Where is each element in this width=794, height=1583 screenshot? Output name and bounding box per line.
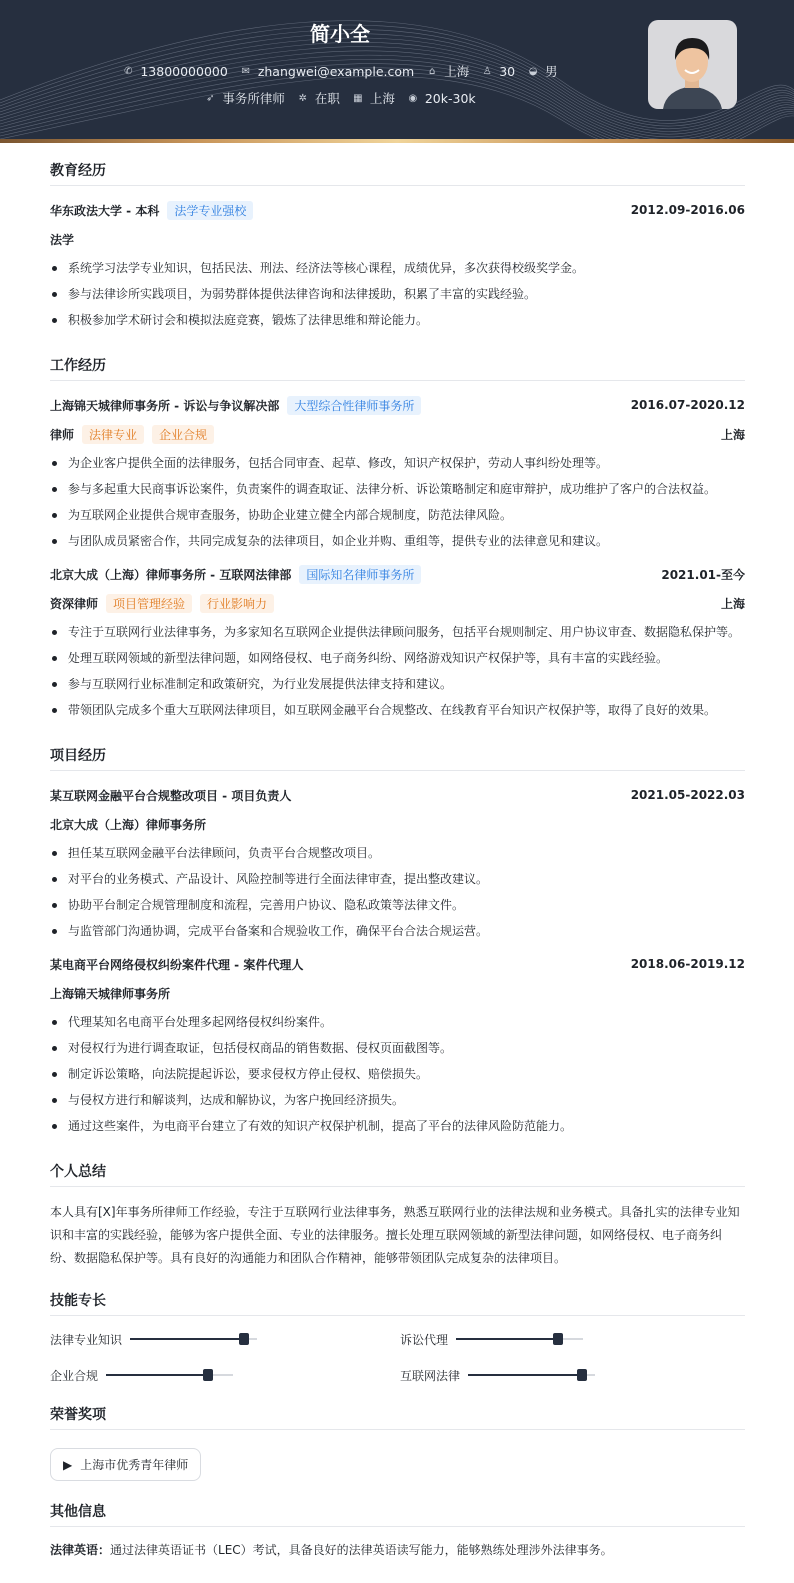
skill-level-knob [239, 1333, 249, 1345]
city: 上海 [369, 91, 395, 106]
building-icon: ▦ [353, 92, 363, 104]
list-item: 带领团队完成多个重大互联网法律项目，如互联网金融平台合规整改、在线教育平台知识产权保护等，取得了良好的效果。 [50, 697, 745, 723]
list-item: 积极参加学术研讨会和模拟法庭竞赛，锻炼了法律思维和辩论能力。 [50, 307, 745, 333]
cake-icon: ♙ [482, 65, 492, 77]
education-item [50, 200, 745, 333]
skill-name: 诉讼代理 [400, 1332, 449, 1347]
list-item: 对侵权行为进行调查取证，包括侵权商品的销售数据、侵权页面截图等。 [50, 1035, 745, 1061]
status: 在职 [314, 91, 340, 106]
skill-level-bar [456, 1338, 583, 1340]
skill-item [50, 1330, 400, 1348]
job-intent-row [0, 89, 680, 107]
salary: 20k-30k [424, 90, 476, 106]
section-title: 个人总结 [50, 1161, 745, 1187]
role-tag: 法律专业 [82, 425, 144, 444]
other-info [50, 1541, 745, 1558]
work-section [50, 355, 745, 723]
summary-text: 本人具有[X]年事务所律师工作经验，专注于互联网行业法律事务，熟悉互联网行业的法律法规和业务模式。具备扎实的法律专业知识和丰富的实践经验，能够为客户提供全面、专业的法律服务。擅长处理互联网领域的新型法律问题，如网络侵权、电子商务纠纷、数据隐私保护等。具有良好的沟通能力和团队合作精神，能够带领团队完成复杂的法律项目。 [50, 1205, 740, 1265]
skill-item [400, 1330, 745, 1348]
skill-level-bar [106, 1374, 233, 1376]
section-title: 技能专长 [50, 1290, 745, 1316]
skill-level-fill [106, 1374, 208, 1376]
list-item: 对平台的业务模式、产品设计、风险控制等进行全面法律审查，提出整改建议。 [50, 866, 745, 892]
skill-level-knob [203, 1369, 213, 1381]
list-item: 与侵权方进行和解谈判，达成和解协议，为客户挽回经济损失。 [50, 1087, 745, 1113]
other-text: 通过法律英语证书（LEC）考试，具备良好的法律英语读写能力，能够熟练处理涉外法律事务。 [110, 1543, 613, 1557]
position: 事务所律师 [222, 91, 285, 106]
list-item: 处理互联网领域的新型法律问题，如网络侵权、电子商务纠纷、网络游戏知识产权保护等，具有丰富的实践经验。 [50, 645, 745, 671]
list-item: 协助平台制定合规管理制度和流程，完善用户协议、隐私政策等法律文件。 [50, 892, 745, 918]
project-title: 某电商平台网络侵权纠纷案件代理 - 案件代理人 [50, 957, 304, 972]
other-label: 法律英语： [50, 1543, 111, 1557]
age: 30 [499, 63, 516, 79]
section-title: 其他信息 [50, 1501, 745, 1527]
list-item: 专注于互联网行业法律事务，为多家知名互联网企业提供法律顾问服务，包括平台规则制定、用户协议审查、数据隐私保护等。 [50, 619, 745, 645]
date: 2021.05-2022.03 [630, 788, 745, 802]
company: 上海锦天城律师事务所 - 诉讼与争议解决部 [50, 398, 280, 413]
skill-level-bar [468, 1374, 595, 1376]
bullet-list [50, 450, 745, 554]
project-org: 上海锦天城律师事务所 [50, 986, 171, 1001]
award-label: 上海市优秀青年律师 [80, 1458, 189, 1472]
award-item[interactable] [50, 1448, 201, 1481]
skill-level-knob [553, 1333, 563, 1345]
company-tag: 大型综合性律师事务所 [287, 396, 421, 415]
list-item: 参与多起重大民商事诉讼案件，负责案件的调查取证、法律分析、诉讼策略制定和庭审辩护，成功维护了客户的合法权益。 [50, 476, 745, 502]
send-icon: ➶ [206, 92, 215, 104]
role-tag: 行业影响力 [200, 594, 274, 613]
work-item [50, 564, 745, 723]
bullet-list [50, 840, 745, 944]
list-item: 担任某互联网金融平台法律顾问，负责平台合规整改项目。 [50, 840, 745, 866]
work-city: 上海 [720, 596, 745, 611]
salary-icon: ◉ [408, 92, 418, 104]
skills-grid [50, 1330, 745, 1384]
role-tag: 项目管理经验 [106, 594, 192, 613]
gender-icon: ◒ [528, 65, 538, 77]
skill-level-fill [468, 1374, 582, 1376]
skill-item [400, 1366, 745, 1384]
gender: 男 [545, 64, 558, 79]
contact-row [0, 62, 680, 80]
project-item [50, 954, 745, 1139]
avatar [648, 20, 737, 109]
skill-level-fill [130, 1338, 244, 1340]
bullet-list [50, 619, 745, 723]
section-title: 项目经历 [50, 745, 745, 771]
projects-section [50, 745, 745, 1139]
email: zhangwei@example.com [257, 63, 415, 79]
skill-level-fill [456, 1338, 558, 1340]
summary-section [50, 1161, 745, 1270]
section-title: 荣誉奖项 [50, 1404, 745, 1430]
list-item: 参与互联网行业标准制定和政策研究，为行业发展提供法律支持和建议。 [50, 671, 745, 697]
skill-name: 互联网法律 [400, 1368, 461, 1383]
skill-item [50, 1366, 400, 1384]
work-city: 上海 [720, 427, 745, 442]
header-accent-bar [0, 139, 794, 143]
project-item [50, 785, 745, 944]
status-icon: ✲ [298, 92, 308, 104]
list-item: 与监管部门沟通协调，完成平台备案和合规验收工作，确保平台合法合规运营。 [50, 918, 745, 944]
date: 2021.01-至今 [661, 567, 745, 582]
role: 资深律师 [50, 596, 99, 611]
list-item: 与团队成员紧密合作，共同完成复杂的法律项目，如企业并购、重组等，提供专业的法律意见和建议。 [50, 528, 745, 554]
section-title: 教育经历 [50, 160, 745, 186]
list-item: 为互联网企业提供合规审查服务，协助企业建立健全内部合规制度，防范法律风险。 [50, 502, 745, 528]
phone-icon: ✆ [124, 65, 133, 77]
date: 2016.07-2020.12 [630, 398, 745, 412]
school-tag: 法学专业强校 [167, 201, 253, 220]
skill-name: 企业合规 [50, 1368, 99, 1383]
phone: 13800000000 [140, 63, 228, 79]
major: 法学 [50, 232, 75, 247]
location: 上海 [444, 64, 470, 79]
role: 律师 [50, 427, 75, 442]
list-item: 通过这些案件，为电商平台建立了有效的知识产权保护机制，提高了平台的法律风险防范能力。 [50, 1113, 745, 1139]
project-title: 某互联网金融平台合规整改项目 - 项目负责人 [50, 788, 292, 803]
skill-name: 法律专业知识 [50, 1332, 123, 1347]
list-item: 制定诉讼策略，向法院提起诉讼，要求侵权方停止侵权、赔偿损失。 [50, 1061, 745, 1087]
skill-level-knob [577, 1369, 587, 1381]
list-item: 参与法律诊所实践项目，为弱势群体提供法律咨询和法律援助，积累了丰富的实践经验。 [50, 281, 745, 307]
resume-body [50, 160, 745, 1578]
project-org: 北京大成（上海）律师事务所 [50, 817, 207, 832]
candidate-name: 简小全 [310, 22, 370, 46]
bullet-list [50, 1009, 745, 1139]
work-item [50, 395, 745, 554]
role-tag: 企业合规 [152, 425, 214, 444]
mail-icon: ✉ [241, 65, 251, 77]
education-section [50, 160, 745, 333]
list-item: 为企业客户提供全面的法律服务，包括合同审查、起草、修改，知识产权保护，劳动人事纠纷处理等。 [50, 450, 745, 476]
list-item: 代理某知名电商平台处理多起网络侵权纠纷案件。 [50, 1009, 745, 1035]
other-section [50, 1501, 745, 1558]
skill-level-bar [130, 1338, 257, 1340]
company-tag: 国际知名律师事务所 [299, 565, 421, 584]
skills-section [50, 1290, 745, 1384]
section-title: 工作经历 [50, 355, 745, 381]
caret-right-icon: ▶ [63, 1457, 73, 1472]
awards-section [50, 1404, 745, 1481]
date: 2018.06-2019.12 [630, 957, 745, 971]
school: 华东政法大学 - 本科 [50, 203, 160, 218]
resume-header [0, 0, 794, 140]
company: 北京大成（上海）律师事务所 - 互联网法律部 [50, 567, 292, 582]
date: 2012.09-2016.06 [630, 203, 745, 217]
home-icon: ⌂ [429, 65, 436, 77]
bullet-list [50, 255, 745, 333]
list-item: 系统学习法学专业知识，包括民法、刑法、经济法等核心课程，成绩优异，多次获得校级奖学金。 [50, 255, 745, 281]
